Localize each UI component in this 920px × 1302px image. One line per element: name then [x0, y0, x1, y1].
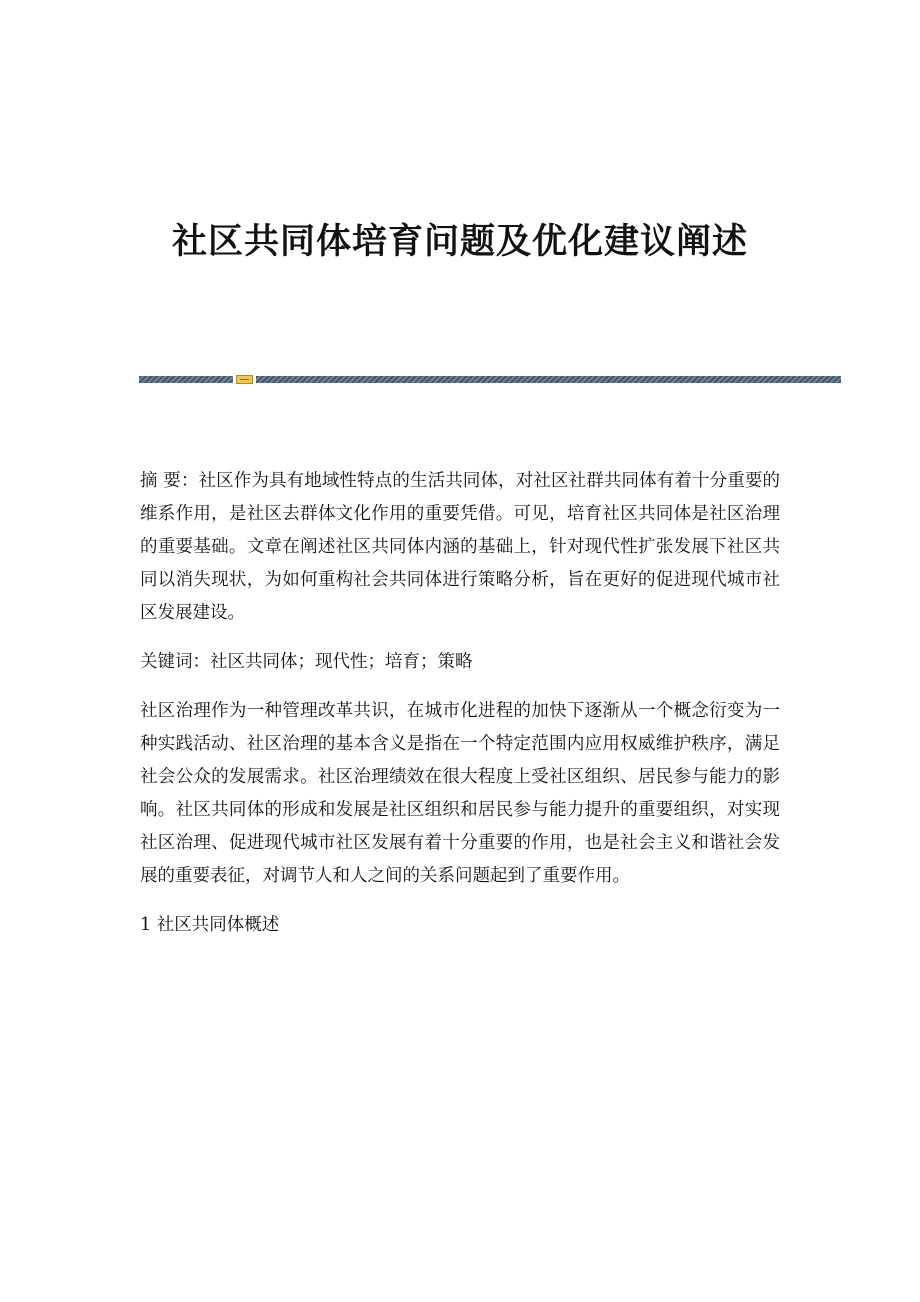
document-body [140, 465, 780, 942]
title-divider [139, 375, 841, 384]
divider-bar-left [139, 376, 233, 383]
divider-bar-right [256, 376, 841, 383]
section-heading: 1 社区共同体概述 [140, 915, 280, 935]
divider-ornament-icon [236, 375, 253, 384]
keywords-line: 关键词：社区共同体；现代性；培育；策略 [140, 652, 473, 672]
abstract-paragraph: 摘 要：社区作为具有地域性特点的生活共同体，对社区社群共同体有着十分重要的维系作用，是社区去群体文化作用的重要凭借。可见，培育社区共同体是社区治理的重要基础。文章在阐述社区共同体内涵的基础上，针对现代性扩张发展下社区共同以消失现状，为如何重构社会共同体进行策略分析，旨在更好的促进现代城市社区发展建设。 [140, 471, 780, 623]
document-title: 社区共同体培育问题及优化建议阐述 [171, 221, 748, 262]
intro-paragraph: 社区治理作为一种管理改革共识，在城市化进程的加快下逐渐从一个概念衍变为一种实践活动、社区治理的基本含义是指在一个特定范围内应用权威维护秩序，满足社会公众的发展需求。社区治理绩效在很大程度上受社区组织、居民参与能力的影响。社区共同体的形成和发展是社区组织和居民参与能力提升的重要组织，对实现社区治理、促进现代城市社区发展有着十分重要的作用，也是社会主义和谐社会发展的重要表征，对调节人和人之间的关系问题起到了重要作用。 [140, 701, 780, 886]
